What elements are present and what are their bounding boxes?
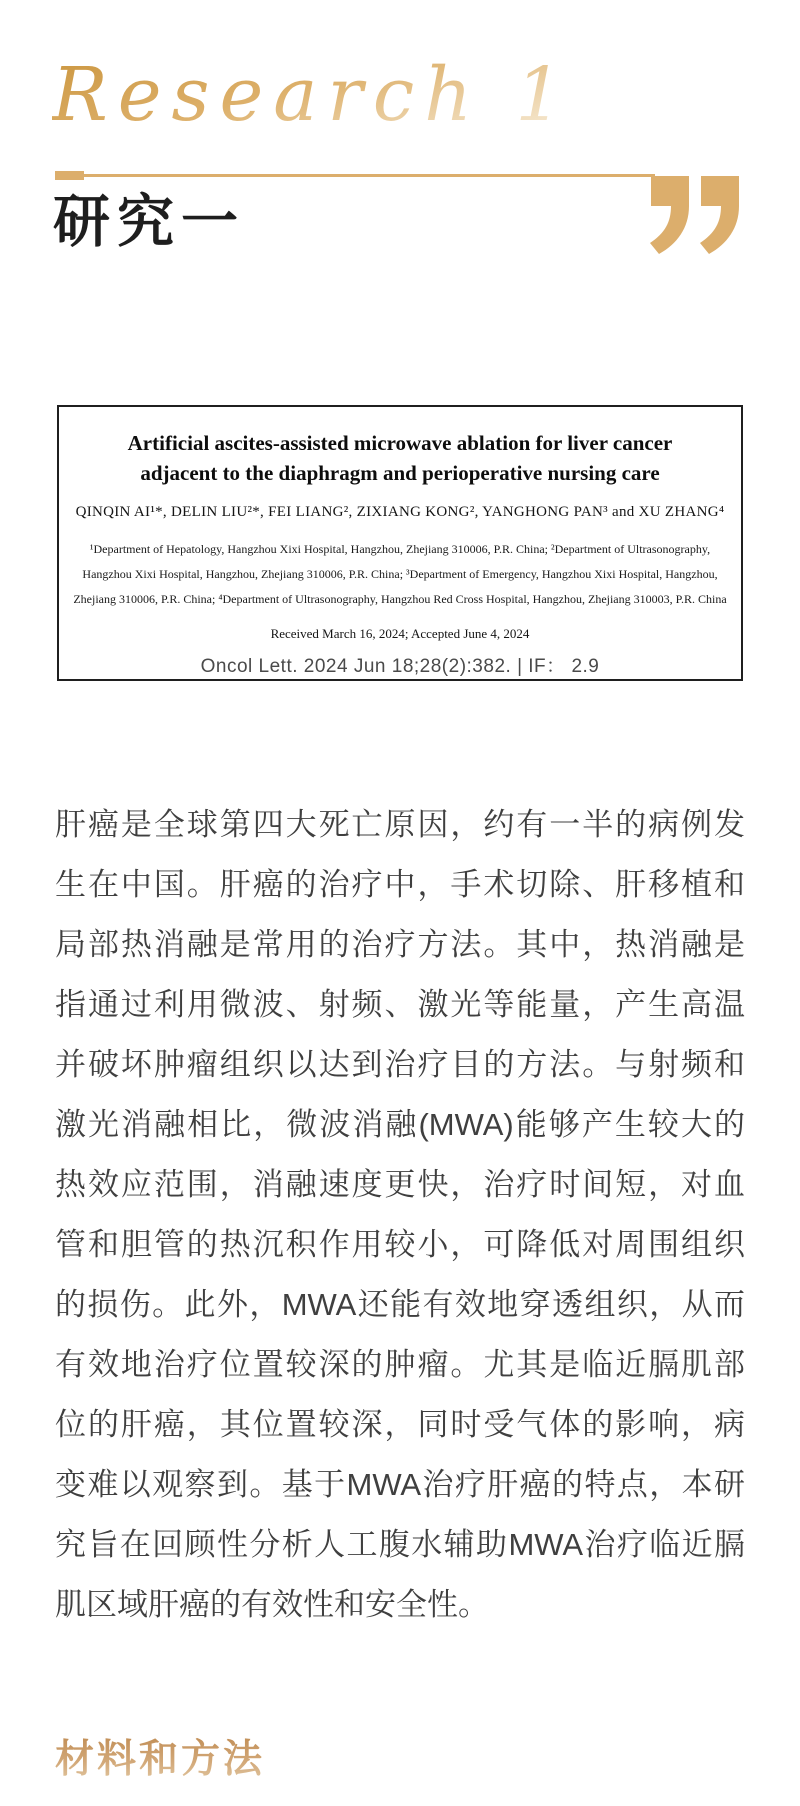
body-line: 有效地治疗位置较深的肿瘤。尤其是临近膈肌部 bbox=[55, 1347, 745, 1382]
body-line: 热效应范围，消融速度更快，治疗时间短，对血 bbox=[55, 1167, 745, 1202]
quote-close-icon bbox=[649, 176, 741, 259]
affiliation-line: Hangzhou Xixi Hospital, Hangzhou, Zhejiang 310006, P.R. China; ³Department of Emergency, Hangzhou Xixi Hospital, Hangzhou, bbox=[82, 567, 718, 581]
body-line: 管和胆管的热沉积作用较小，可降低对周围组织 bbox=[55, 1227, 745, 1262]
paper-authors: QINQIN AI¹*, DELIN LIU²*, FEI LIANG², ZIXIANG KONG², YANGHONG PAN³ and XU ZHANG⁴ bbox=[75, 504, 725, 520]
body-line: 激光消融相比，微波消融(MWA)能够产生较大的 bbox=[55, 1107, 745, 1142]
body-line: 生在中国。肝癌的治疗中，手术切除、肝移植和 bbox=[55, 867, 745, 902]
received-accepted-dates: Received March 16, 2024; Accepted June 4, 2024 bbox=[270, 626, 530, 641]
affiliation-line: ¹Department of Hepatology, Hangzhou Xixi Hospital, Hangzhou, Zhejiang 310006, P.R. China; ²Department of Ultrasonography, bbox=[89, 542, 711, 556]
body-line: 肌区域肝癌的有效性和安全性。 bbox=[55, 1587, 489, 1622]
page-title: 研究一 bbox=[53, 191, 245, 254]
paper-affiliations bbox=[59, 537, 741, 612]
body-line: 位的肝癌，其位置较深，同时受气体的影响，病 bbox=[55, 1407, 745, 1442]
body-line: 并破坏肿瘤组织以达到治疗目的方法。与射频和 bbox=[55, 1047, 745, 1082]
body-paragraph bbox=[55, 795, 745, 1635]
body-line: 究旨在回顾性分析人工腹水辅助MWA治疗临近膈 bbox=[55, 1527, 745, 1562]
body-line: 局部热消融是常用的治疗方法。其中，热消融是 bbox=[55, 927, 745, 962]
journal-citation: Oncol Lett. 2024 Jun 18;28(2):382. | IF： 2.9 bbox=[200, 656, 600, 677]
body-line: 变难以观察到。基于MWA治疗肝癌的特点，本研 bbox=[55, 1467, 745, 1502]
body-line: 肝癌是全球第四大死亡原因，约有一半的病例发 bbox=[55, 807, 745, 842]
affiliation-line: Zhejiang 310006, P.R. China; ⁴Department of Ultrasonography, Hangzhou Red Cross Hospital, Hangzhou, Zhejiang 310003, P.R. China bbox=[73, 592, 727, 606]
section-heading-materials-methods: 材料和方法 bbox=[55, 1728, 265, 1784]
body-line: 指通过利用微波、射频、激光等能量，产生高温 bbox=[55, 987, 745, 1022]
citation-card bbox=[57, 405, 743, 681]
paper-title bbox=[85, 428, 715, 488]
paper-title-line-1: Artificial ascites-assisted microwave ablation for liver cancer bbox=[127, 431, 673, 455]
research-eyebrow: Research 1 bbox=[52, 52, 573, 138]
paper-title-line-2: adjacent to the diaphragm and perioperative nursing care bbox=[140, 461, 660, 485]
body-line: 的损伤。此外，MWA还能有效地穿透组织，从而 bbox=[55, 1287, 745, 1322]
